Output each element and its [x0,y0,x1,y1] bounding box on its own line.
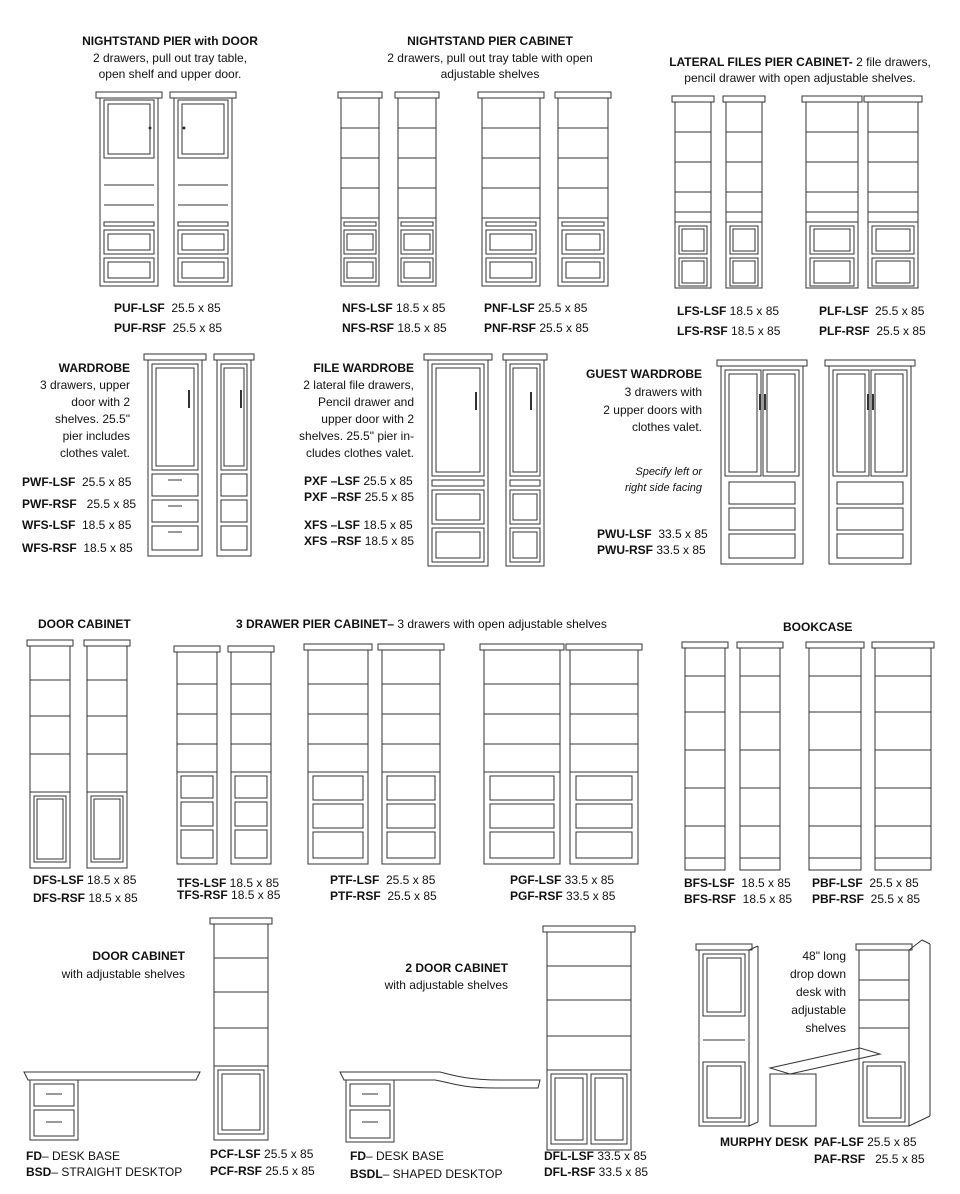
ptf-lsf-drawing [304,644,372,864]
bsd-desk-drawing [24,1072,200,1140]
code-pgf-rsf: PGF-RSF 33.5 x 85 [510,889,616,903]
code-tfs-lsf: TFS-LSF 18.5 x 85 [177,876,280,890]
code-pwu-lsf: PWU-LSF 33.5 x 85 [597,527,708,541]
wardrobe-desc-2: door with 2 [71,395,130,409]
dfl-drawing [543,926,635,1150]
pwf-drawing [144,354,206,556]
pgf-lsf-drawing [480,644,564,864]
code-pwf-lsf: PWF-LSF 25.5 x 85 [22,475,132,489]
nfs-lsf-drawing [338,92,382,286]
bsdl-desk-drawing [340,1072,540,1142]
wfs-drawing [214,354,254,556]
file-wardrobe-desc-1: 2 lateral file drawers, [303,378,414,392]
nightstand-pier-door-desc-1: 2 drawers, pull out tray table, [92,51,248,65]
file-wardrobe-desc-3: upper door with 2 [321,412,414,426]
code-pgf-lsf: PGF-LSF 33.5 x 85 [510,873,615,887]
code-pnf-lsf: PNF-LSF 25.5 x 85 [484,301,588,315]
code-wfs-lsf: WFS-LSF 18.5 x 85 [22,518,132,532]
tfs-lsf-drawing [174,646,220,864]
code-wfs-rsf: WFS-RSF 18.5 x 85 [22,541,133,555]
guest-wardrobe-title: GUEST WARDROBE [585,367,702,381]
murphy-desc-3: desk with [795,985,846,999]
pnf-lsf-drawing [478,92,544,286]
code-pcf-rsf: PCF-RSF 25.5 x 85 [210,1164,315,1178]
murphy-desc-5: shelves [805,1021,846,1035]
code-paf-rsf: PAF-RSF 25.5 x 85 [814,1152,925,1166]
murphy-left-drawing [696,944,758,1126]
plf-rsf-drawing [864,96,922,288]
wardrobe-desc-5: clothes valet. [59,446,130,460]
code-dfs-rsf: DFS-RSF 18.5 x 85 [33,891,138,905]
code-nfs-lsf: NFS-LSF 18.5 x 85 [342,301,446,315]
nightstand-pier-cabinet-title: NIGHTSTAND PIER CABINET [407,34,573,48]
door-cabinet-shelves-desc: with adjustable shelves [61,967,185,981]
dfs-rsf-drawing [84,640,130,868]
code-bfs-lsf: BFS-LSF 18.5 x 85 [684,876,791,890]
guest-wardrobe-desc-2: 2 upper doors with [603,403,702,417]
three-drawer-title: 3 DRAWER PIER CABINET– 3 drawers with open adjustable shelves [236,617,607,631]
tfs-rsf-drawing [228,646,274,864]
murphy-desc-4: adjustable [791,1003,846,1017]
code-pbf-lsf: PBF-LSF 25.5 x 85 [812,876,919,890]
pxf-drawing [424,354,492,566]
bfs-rsf-drawing [737,642,783,870]
code-pbf-rsf: PBF-RSF 25.5 x 85 [812,892,921,906]
dfs-lsf-drawing [27,640,73,868]
code-dfl-rsf: DFL-RSF 33.5 x 85 [544,1165,649,1179]
wardrobe-title: WARDROBE [58,361,130,375]
code-fd-desk-base-2: FD– DESK BASE [350,1149,445,1163]
two-door-cabinet-title: 2 DOOR CABINET [405,961,508,975]
xfs-drawing [503,354,547,566]
code-pwf-rsf: PWF-RSF 25.5 x 85 [22,497,137,511]
code-tfs-rsf: TFS-RSF 18.5 x 85 [177,888,281,902]
pwu-rsf-drawing [825,360,915,564]
code-bsd: BSD– STRAIGHT DESKTOP [26,1165,183,1179]
code-plf-lsf: PLF-LSF 25.5 x 85 [819,304,925,318]
code-pwu-rsf: PWU-RSF 33.5 x 85 [597,543,706,557]
murphy-title: MURPHY DESK [720,1135,809,1149]
code-bsdl: BSDL– SHAPED DESKTOP [350,1167,503,1181]
pcf-drawing [210,918,272,1140]
pgf-rsf-drawing [566,644,642,864]
code-puf-lsf: PUF-LSF 25.5 x 85 [114,301,221,315]
pwu-lsf-drawing [717,360,807,564]
code-lfs-lsf: LFS-LSF 18.5 x 85 [677,304,780,318]
ptf-rsf-drawing [378,644,444,864]
wardrobe-desc-4: pier includes [62,429,130,443]
lateral-files-desc: pencil drawer with open adjustable shelves. [684,71,916,85]
door-cabinet-title: DOOR CABINET [38,617,131,631]
guest-wardrobe-note-2: right side facing [624,482,702,494]
file-wardrobe-desc-2: Pencil drawer and [317,395,414,409]
murphy-desc-2: drop down [789,967,846,981]
nfs-rsf-drawing [395,92,439,286]
murphy-desc-1: 48" long [802,949,846,963]
lfs-lsf-drawing [672,96,714,288]
file-wardrobe-title: FILE WARDROBE [313,361,414,375]
code-pnf-rsf: PNF-RSF 25.5 x 85 [484,321,589,335]
code-dfs-lsf: DFS-LSF 18.5 x 85 [33,873,137,887]
wardrobe-desc-3: shelves. 25.5" [55,412,130,426]
guest-wardrobe-desc-3: clothes valet. [631,420,702,434]
code-pxf-rsf: PXF –RSF 25.5 x 85 [304,490,415,504]
guest-wardrobe-note-1: Specify left or [635,466,702,478]
nightstand-pier-door-desc-2: open shelf and upper door. [98,67,242,81]
nightstand-pier-cabinet-desc-1: 2 drawers, pull out tray table with open [387,51,593,65]
file-wardrobe-desc-4: shelves. 25.5" pier in- [299,429,414,443]
guest-wardrobe-desc-1: 3 drawers with [624,385,702,399]
code-bfs-rsf: BFS-RSF 18.5 x 85 [684,892,793,906]
code-dfl-lsf: DFL-LSF 33.5 x 85 [544,1149,647,1163]
code-xfs-rsf: XFS –RSF 18.5 x 85 [304,534,415,548]
code-nfs-rsf: NFS-RSF 18.5 x 85 [342,321,447,335]
code-plf-rsf: PLF-RSF 25.5 x 85 [819,324,926,338]
pbf-rsf-drawing [872,642,934,870]
code-fd-desk-base-1: FD– DESK BASE [26,1149,121,1163]
door-cabinet-shelves-title: DOOR CABINET [92,949,185,963]
code-ptf-rsf: PTF-RSF 25.5 x 85 [330,889,437,903]
nightstand-pier-door-title: NIGHTSTAND PIER with DOOR [82,34,258,48]
pnf-rsf-drawing [555,92,611,286]
file-wardrobe-desc-5: cludes clothes valet. [305,446,414,460]
code-ptf-lsf: PTF-LSF 25.5 x 85 [330,873,436,887]
lfs-rsf-drawing [723,96,765,288]
wardrobe-desc-1: 3 drawers, upper [39,378,130,392]
code-lfs-rsf: LFS-RSF 18.5 x 85 [677,324,781,338]
pbf-lsf-drawing [806,642,864,870]
code-pcf-lsf: PCF-LSF 25.5 x 85 [210,1147,314,1161]
nightstand-pier-cabinet-desc-2: adjustable shelves [440,67,540,81]
plf-lsf-drawing [802,96,862,288]
code-pxf-lsf: PXF –LSF 25.5 x 85 [304,474,413,488]
bfs-lsf-drawing [682,642,728,870]
two-door-cabinet-desc: with adjustable shelves [384,978,508,992]
puf-rsf-drawing [170,92,236,286]
bookcase-title: BOOKCASE [783,620,853,634]
puf-lsf-drawing [96,92,162,286]
code-puf-rsf: PUF-RSF 25.5 x 85 [114,321,223,335]
lateral-files-title: LATERAL FILES PIER CABINET- 2 file drawers, [669,55,931,69]
code-xfs-lsf: XFS –LSF 18.5 x 85 [304,518,413,532]
code-paf-lsf: PAF-LSF 25.5 x 85 [814,1135,917,1149]
